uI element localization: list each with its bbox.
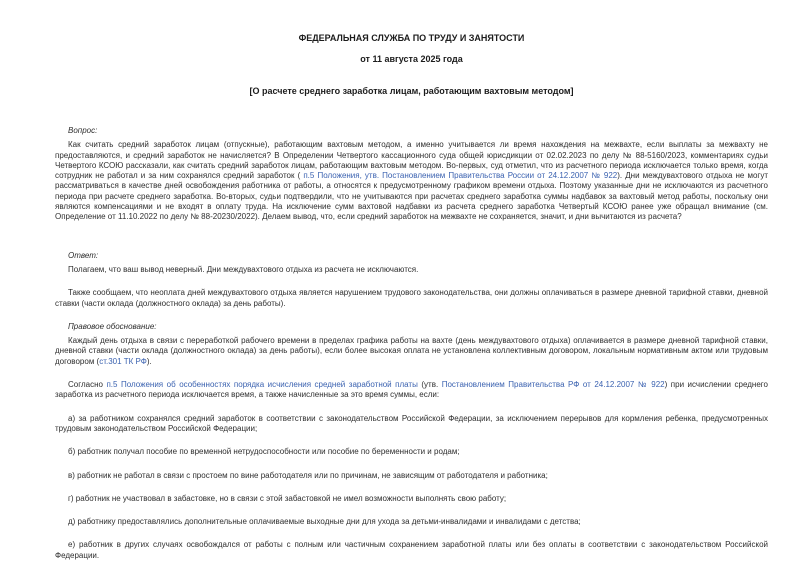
list-item-a: а) за работником сохранялся средний заработок в соответствии с законодательством Российской Федерации, за исключением перерывов для кормления ребенка, предусмотренных трудовым законодательством Российской Федерации;	[55, 413, 768, 433]
question-label: Вопрос:	[68, 126, 98, 135]
legal-label: Правовое обоснование:	[68, 321, 157, 331]
answer-label: Ответ:	[68, 250, 99, 260]
question-paragraph: Как считать средний заработок лицам (отпускные), работающим вахтовым методом, а именно учитывается ли время нахождения на межвахте, если выплаты за межвахту не предоставляются, и средний заработок не начисляется? В Определении Четвертого кассационного суда общей юрисдикции от 02.02.2023 по делу № 88-5160/2023, комментариях судьи Четвертого КСОЮ рассказали, как считать средний заработок лицам, работающим вахтовым методом. Во-первых, суд отметил, что из расчетного периода исключается только время, когда сотрудник не работал и за ним сохранялся средний заработок ( п.5 Положения, утв. Постановлением Правительства России от 24.12.2007 № 922). Дни междувахтового отдыха не могут рассматриваться в качестве дней освобождения работника от работы, а относятся к предусмотренному графиком времени отдыха. Поэтому указанные дни не исключаются из расчетного периода при расчете среднего заработка. Во-вторых, судьи подтвердили, что не учитываются при расчетах среднего заработка суммы надбавок за вахтовый метод работы, поскольку они являются компенсациями и не входят в оплату труда. На исключение сумм вахтовой надбавки из расчета среднего заработка Четвертый КСОЮ ранее уже обращал внимание (см. Определение от 11.10.2022 по делу № 88-20230/2022). Делаем вывод, что, если средний заработок на межвахте не сохраняется, значит, и дни вычитаются из расчета?	[55, 140, 768, 222]
org-title: ФЕДЕРАЛЬНАЯ СЛУЖБА ПО ТРУДУ И ЗАНЯТОСТИ	[298, 33, 525, 43]
inline-link[interactable]: ст.301 ТК РФ	[99, 356, 147, 366]
list-item-g: г) работник не участвовал в забастовке, но в связи с этой забастовкой не имел возможности выполнять свою работу;	[68, 493, 507, 503]
inline-link[interactable]: Постановлением Правительства РФ от 24.12.2007 № 922	[441, 380, 665, 390]
answer-paragraph-1: Полагаем, что ваш вывод неверный. Дни междувахтового отдыха из расчета не исключаются.	[68, 264, 419, 274]
list-item-e: е) работник в других случаях освобождался от работы с полным или частичным сохранением заработной платы или без оплаты в соответствии с законодательством Российской Федерации.	[55, 540, 768, 560]
list-item-v: в) работник не работал в связи с простоем по вине работодателя или по причинам, не зависящим от работодателя и работника;	[68, 470, 548, 480]
document-header	[55, 33, 768, 97]
document-body	[55, 126, 768, 561]
inline-link[interactable]: п.5 Положения, утв. Постановлением Правительства России от 24.12.2007 № 922	[303, 171, 618, 181]
inline-link[interactable]: п.5 Положения об особенностях порядка исчисления средней заработной платы	[106, 380, 418, 390]
list-item-d: д) работнику предоставлялись дополнительные оплачиваемые выходные дни для ухода за детьми-инвалидами и инвалидами с детства;	[68, 517, 581, 527]
document-subject: [О расчете среднего заработка лицам, работающим вахтовым методом]	[249, 86, 574, 96]
list-item-b: б) работник получал пособие по временной нетрудоспособности или пособие по беременности и родам;	[68, 447, 460, 457]
legal-paragraph-1: Каждый день отдыха в связи с переработкой рабочего времени в пределах графика работы на вахте (день междувахтового отдыха) оплачивается в размере дневной тарифной ставки, дневной ставки (части оклада (должностного оклада) за день работы), если более высокая оплата не установлена коллективным договором, локальным нормативным актом или трудовым договором (ст.301 ТК РФ).	[55, 336, 768, 366]
answer-paragraph-2: Также сообщаем, что неоплата дней междувахтового отдыха является нарушением трудового законодательства, они должны оплачиваться в размере дневной тарифной ставки, дневной ставки (части оклада (должностного оклада) за день работы).	[55, 288, 768, 308]
legal-paragraph-2: Согласно п.5 Положения об особенностях порядка исчисления средней заработной платы (утв. Постановлением Правительства РФ от 24.12.2007 № 922) при исчислении среднего заработка из расчетного периода исключается время, а также начисленные за это время суммы, если:	[55, 380, 768, 400]
document-date: от 11 августа 2025 года	[360, 54, 463, 64]
